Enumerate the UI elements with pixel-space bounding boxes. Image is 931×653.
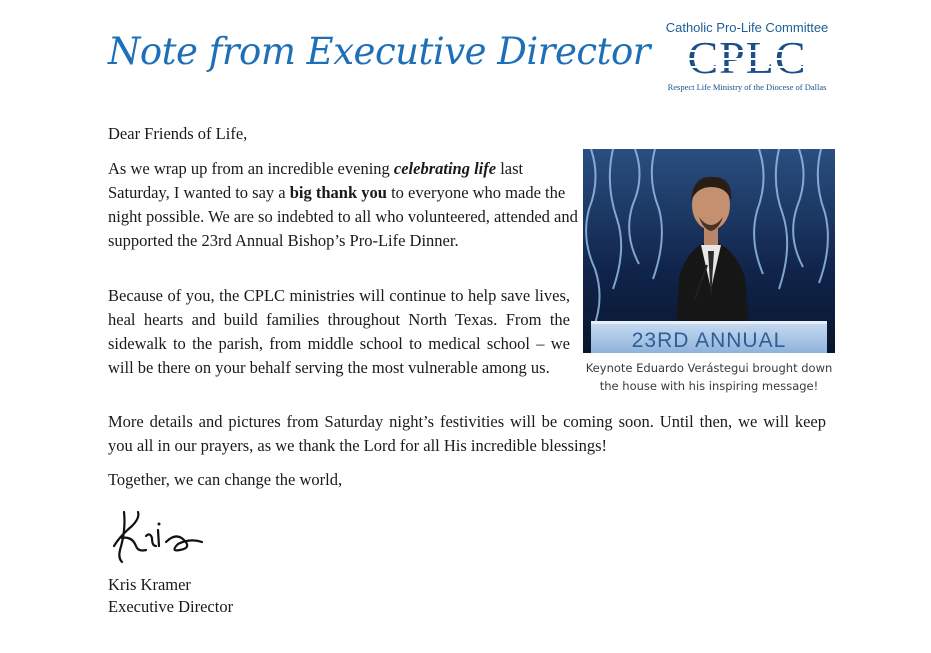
logo-top-text: Catholic Pro-Life Committee	[665, 20, 829, 35]
p1-emphasis-celebrating-life: celebrating life	[393, 159, 497, 178]
photo-caption-line-2: the house with his inspiring message!	[599, 379, 819, 393]
p1-emphasis-thank-you: big thank you	[289, 183, 387, 202]
logo-tagline: Respect Life Ministry of the Diocese of Dallas	[667, 82, 827, 92]
logo-mark	[656, 36, 838, 80]
letter-paragraph-1	[108, 157, 578, 253]
p1-text-a: As we wrap up from an incredible evening	[108, 159, 394, 178]
cplc-logo	[656, 20, 838, 92]
signer-title: Executive Director	[108, 597, 234, 616]
letter-closing: Together, we can change the world,	[108, 470, 343, 489]
keynote-photo-art	[583, 149, 835, 353]
letter-salutation: Dear Friends of Life,	[108, 124, 248, 143]
p1-text-e: to everyone who made the night possible. We are so indebted to all who volunteered, attended and supported the 23rd Annual Bishop’s Pro-Life Dinner.	[108, 183, 578, 250]
letter-paragraph-3: More details and pictures from Saturday night’s festivities will be coming soon. Until then, we will keep you all in our prayers, as we thank the Lord for all His incredible blessings!	[108, 412, 826, 455]
p1-text-c: last Saturday, I wanted to say a	[108, 159, 524, 202]
signer-block	[108, 574, 233, 618]
photo-caption-line-1: Keynote Eduardo Verástegui brought down	[585, 361, 833, 375]
signer-name: Kris Kramer	[108, 575, 191, 594]
keynote-photo	[583, 149, 835, 353]
podium-text: 23RD ANNUAL	[631, 329, 787, 352]
signature-image	[110, 506, 210, 566]
photo-caption	[578, 359, 840, 395]
letter-paragraph-2: Because of you, the CPLC ministries will continue to help save lives, heal hearts and build families throughout North Texas. From the sidewalk to the parish, from middle school to medical school – we will be there on your behalf serving the most vulnerable among us.	[108, 286, 570, 377]
page-title: Note from Executive Director	[108, 30, 650, 73]
